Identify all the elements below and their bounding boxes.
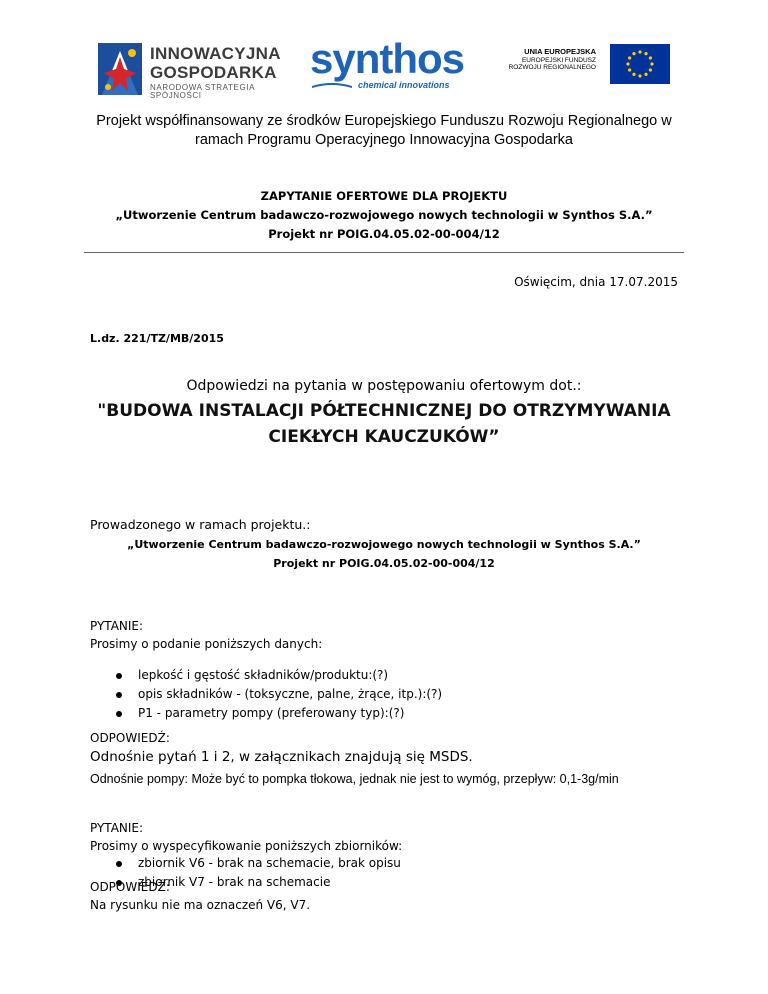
bullet-icon	[116, 692, 122, 698]
project-name: „Utworzenie Centrum badawczo-rozwojowego nowych technologii w Synthos S.A.”	[115, 208, 653, 222]
project-number: Projekt nr POIG.04.05.02-00-004/12	[268, 227, 500, 241]
list-item-text: zbiornik V7 - brak na schemacie	[138, 875, 331, 889]
answer-text: Odnośnie pompy: Może być to pompka tłokowa, jednak nie jest to wymóg, przepływ: 0,1-3g/min	[90, 772, 619, 786]
bullet-icon	[116, 711, 122, 717]
project-name: „Utworzenie Centrum badawczo-rozwojowego nowych technologii w Synthos S.A.”	[127, 538, 641, 551]
eu-logo-text: UNIA EUROPEJSKA	[524, 47, 596, 56]
conducted-text: Prowadzonego w ramach projektu.:	[90, 517, 311, 532]
list-item-text: zbiornik V6 - brak na schemacie, brak opisu	[138, 856, 401, 870]
cofinancing-note	[60, 112, 708, 150]
divider	[84, 252, 684, 253]
place-date: Oświęcim, dnia 17.07.2015	[514, 275, 678, 289]
answer-text: Odnośnie pytań 1 i 2, w załącznikach znajdują się MSDS.	[90, 749, 473, 765]
innowacyjna-gospodarka-logo	[98, 43, 288, 100]
question-list	[116, 666, 442, 723]
innowacyjna-gospodarka-mark-icon	[98, 43, 142, 95]
cofinancing-line: ramach Programu Operacyjnego Innowacyjna Gospodarka	[194, 132, 573, 148]
answer-label: ODPOWIEDŹ:	[90, 731, 170, 745]
list-item	[116, 666, 442, 685]
list-item	[116, 854, 401, 873]
reference-number: L.dz. 221/TZ/MB/2015	[90, 332, 224, 345]
synthos-tagline: chemical innovations	[358, 80, 450, 90]
cofinancing-line: Projekt współfinansowany ze środków Europejskiego Funduszu Rozwoju Regionalnego w	[96, 113, 672, 129]
eu-logo	[468, 44, 674, 86]
list-item	[116, 685, 442, 704]
project-block	[60, 535, 708, 573]
answer-text: Na rysunku nie ma oznaczeń V6, V7.	[90, 898, 311, 912]
document-main-title	[60, 398, 708, 450]
inquiry-title: ZAPYTANIE OFERTOWE DLA PROJEKTU	[260, 189, 508, 203]
question-label: PYTANIE:	[90, 821, 144, 835]
question-text: Prosimy o wyspecyfikowanie poniższych zbiorników:	[90, 839, 403, 853]
project-number: Projekt nr POIG.04.05.02-00-004/12	[273, 557, 495, 570]
bullet-icon	[116, 673, 122, 679]
list-item	[116, 704, 442, 723]
eu-flag-icon	[610, 44, 670, 84]
eu-logo-text: EUROPEJSKI FUNDUSZ	[521, 56, 596, 64]
synthos-band-icon	[312, 81, 352, 91]
list-item-text: P1 - parametry pompy (preferowany typ):(?)	[138, 706, 405, 720]
logo-text: GOSPODARKA	[150, 63, 277, 82]
list-item-text: lepkość i gęstość składników/produktu:(?)	[138, 668, 389, 682]
bullet-icon	[116, 861, 122, 867]
main-title-line: CIEKŁYCH KAUCZUKÓW”	[268, 427, 500, 447]
answer-label: ODPOWIEDŹ:	[90, 880, 170, 894]
intro-text: Odpowiedzi na pytania w postępowaniu ofertowym dot.:	[186, 378, 582, 394]
list-item-text: opis składników - (toksyczne, palne, żrące, itp.):(?)	[138, 687, 443, 701]
main-title-line: "BUDOWA INSTALACJI PÓŁTECHNICZNEJ DO OTRZYMYWANIA	[97, 401, 671, 421]
logo-text: NARODOWA STRATEGIA SPÓJNOŚCI	[150, 83, 255, 100]
question-label: PYTANIE:	[90, 619, 144, 633]
synthos-logo	[310, 35, 465, 97]
question-text: Prosimy o podanie poniższych danych:	[90, 637, 323, 651]
eu-logo-text: ROZWOJU REGIONALNEGO	[508, 64, 596, 72]
synthos-wordmark: synthos	[310, 35, 465, 82]
logo-text: INNOWACYJNA	[150, 44, 281, 63]
inquiry-title-block	[60, 187, 708, 244]
